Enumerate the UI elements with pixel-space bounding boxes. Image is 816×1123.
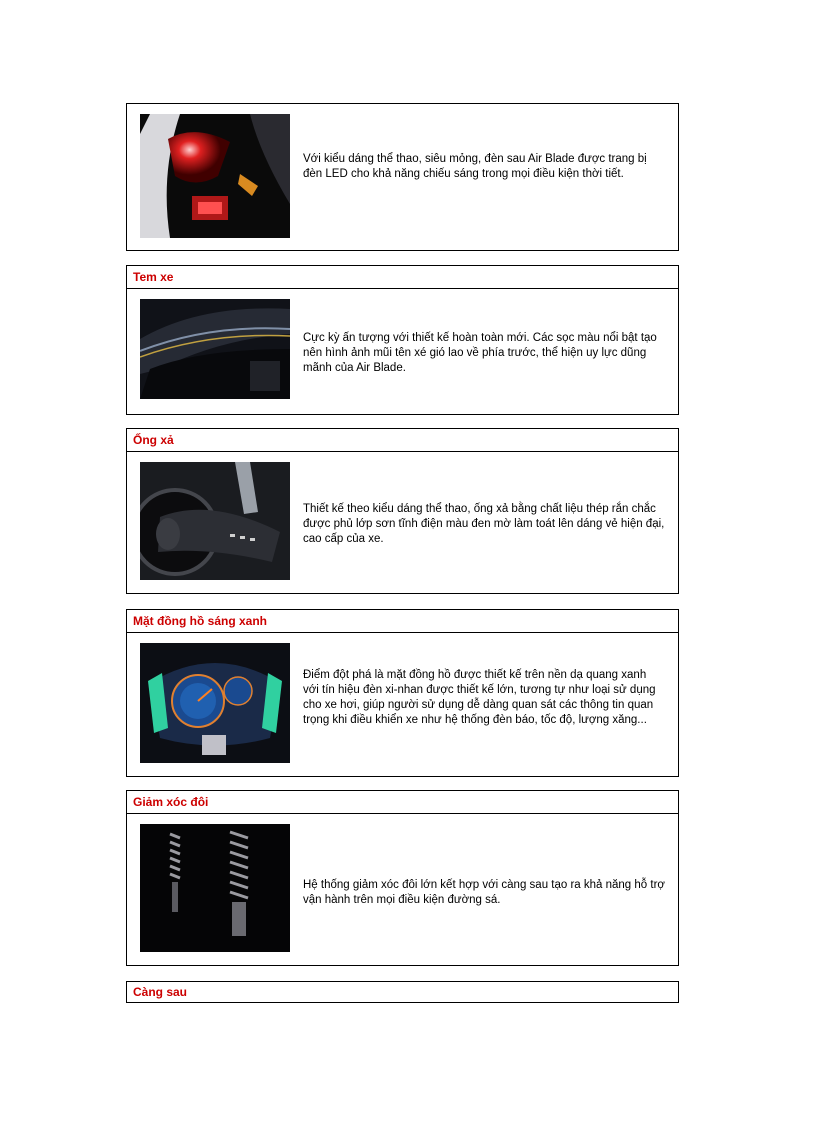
feature-description: Điểm đột phá là mặt đồng hồ được thiết kế trên nền dạ quang xanh với tín hiệu đèn xi-nhan được thiết kế lớn, tương tự như loại sử dụng cho xe hơi, giúp người sử dụng dễ dàng quan sát các thông tin quan trọng khi điều khiển xe như hệ thống đèn báo, tốc độ, lượng xăng... (303, 669, 656, 726)
feature-box-mat-dong-ho (126, 609, 679, 777)
shock-absorber-photo (140, 824, 290, 952)
feature-title: Giảm xóc đôi (127, 791, 678, 814)
exhaust-pipe-photo (140, 462, 290, 580)
feature-description: Thiết kế theo kiểu dáng thể thao, ống xả bằng chất liệu thép rắn chắc được phủ lớp sơn tĩnh điện màu đen mờ làm toát lên dáng vẻ hiện đại, cao cấp của xe. (303, 503, 665, 545)
feature-box-ong-xa (126, 428, 679, 594)
feature-title: Càng sau (133, 985, 188, 999)
body-decal-photo (140, 299, 290, 399)
feature-box-tail-light (126, 103, 679, 251)
feature-description: Với kiểu dáng thể thao, siêu mỏng, đèn sau Air Blade được trang bị đèn LED cho khả năng chiếu sáng trong mọi điều kiện thời tiết. (303, 153, 647, 180)
feature-description: Cực kỳ ấn tượng với thiết kế hoàn toàn mới. Các sọc màu nổi bật tạo nên hình ảnh mũi tên xé gió lao về phía trước, thể hiện uy lực dũng mãnh của Air Blade. (303, 332, 657, 374)
tail-light-photo (140, 114, 290, 238)
dashboard-photo (140, 643, 290, 763)
feature-description: Hệ thống giảm xóc đôi lớn kết hợp với càng sau tạo ra khả năng hỗ trợ vận hành trên mọi điều kiện đường sá. (303, 879, 665, 906)
feature-title: Mặt đồng hồ sáng xanh (127, 610, 678, 633)
feature-box-tem-xe (126, 265, 679, 415)
feature-title: Ống xả (127, 429, 678, 452)
feature-box-cang-sau (126, 981, 679, 1003)
feature-title: Tem xe (127, 266, 678, 289)
feature-box-giam-xoc-doi (126, 790, 679, 966)
